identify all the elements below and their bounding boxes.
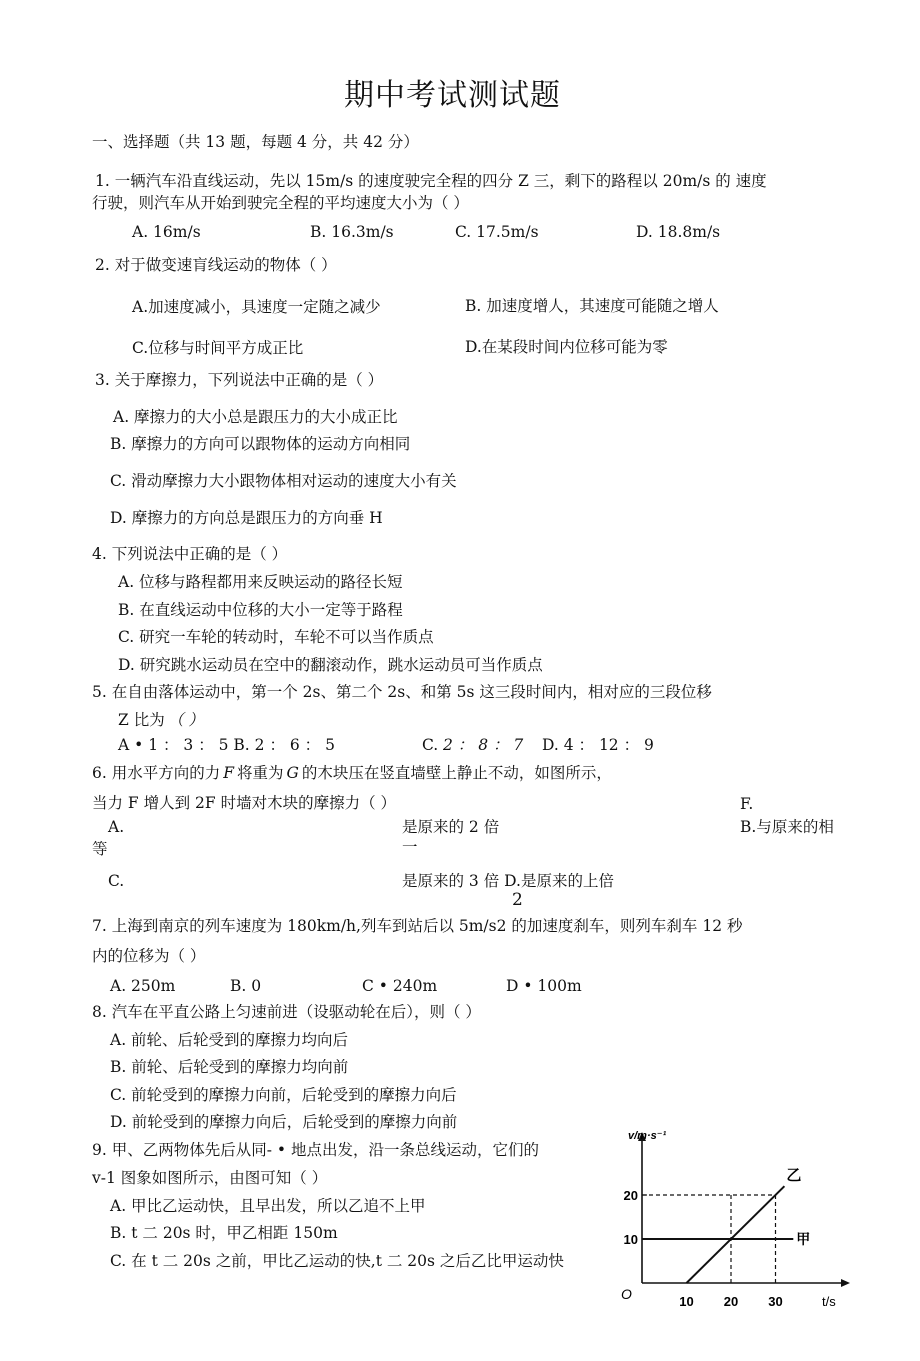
q9-stem-line1: 9. 甲、乙两物体先后从同- • 地点出发，沿一条总线运动，它们的 bbox=[92, 1141, 539, 1159]
q3-option-c: C. 滑动摩擦力大小跟物体相对运动的速度大小有关 bbox=[110, 472, 457, 490]
q3-option-b: B. 摩擦力的方向可以跟物体的运动方向相同 bbox=[110, 435, 411, 453]
q9-option-a: A. 甲比乙运动快，且早出发，所以乙追不上甲 bbox=[110, 1197, 426, 1215]
q4-option-a: A. 位移与路程都用来反映运动的路径长短 bbox=[118, 573, 403, 591]
q4-option-c: C. 研究一车轮的转动时，车轮不可以当作质点 bbox=[118, 628, 434, 646]
q6-stem-line1 bbox=[92, 763, 612, 783]
q6-fraction-denominator: 2 bbox=[512, 890, 523, 910]
q9-stem-line2: v-1 图象如图所示，由图可知（ ） bbox=[92, 1169, 328, 1187]
q7-option-a: A. 250m bbox=[110, 977, 176, 995]
q7-stem-line2: 内的位移为（ ） bbox=[92, 947, 206, 965]
q6-stem-part1: 6. 用水平方向的力 bbox=[92, 764, 221, 782]
q1-option-a: A. 16m/s bbox=[132, 223, 201, 241]
q1-option-c: C. 17.5m/s bbox=[455, 223, 539, 241]
q5-blank: （ ） bbox=[168, 711, 204, 729]
q2-option-d: D.在某段时间内位移可能为零 bbox=[465, 338, 668, 356]
x-tick-label-20: 20 bbox=[723, 1294, 739, 1309]
q8-option-d: D. 前轮受到的摩擦力向后，后轮受到的摩擦力向前 bbox=[110, 1113, 458, 1131]
x-tick-label-10: 10 bbox=[679, 1294, 694, 1309]
q5-options-ab: A • 1 ： 3 ： 5 B. 2 ： 6 ： 5 bbox=[118, 736, 335, 754]
q2-option-a: A.加速度减小，具速度一定随之减少 bbox=[132, 298, 381, 316]
y-axis-label: v/m·s⁻¹ bbox=[628, 1130, 667, 1142]
x-tick-label-30: 30 bbox=[768, 1294, 783, 1309]
q5-stem-line1: 5. 在自由落体运动中，第一个 2s、第二个 2s、和第 5s 这三段时间内，相对应的三段位移 bbox=[92, 683, 712, 701]
q8-stem: 8. 汽车在平直公路上匀速前进（设驱动轮在后），则（ ） bbox=[92, 1003, 481, 1021]
q6-fraction-bar: 一 bbox=[402, 838, 418, 856]
q1-option-d: D. 18.8m/s bbox=[636, 223, 721, 241]
q4-option-d: D. 研究跳水运动员在空中的翻滚动作，跳水运动员可当作质点 bbox=[118, 656, 543, 674]
q9-option-b: B. t 二 20s 时，甲乙相距 150m bbox=[110, 1224, 338, 1242]
q8-option-a: A. 前轮、后轮受到的摩擦力均向后 bbox=[110, 1031, 349, 1049]
q3-option-a: A. 摩擦力的大小总是跟压力的大小成正比 bbox=[113, 408, 398, 426]
series-label-yi: 乙 bbox=[786, 1167, 802, 1185]
q6-stem-part2: 将重为 bbox=[236, 764, 284, 782]
q1-option-b: B. 16.3m/s bbox=[310, 223, 394, 241]
q5-option-c-value: 2 ： 8 ： 7 bbox=[443, 736, 524, 754]
x-axis-label: t/s bbox=[822, 1294, 836, 1309]
q7-option-b: B. 0 bbox=[230, 977, 262, 995]
origin-label: O bbox=[621, 1286, 632, 1302]
q6-stem-line2: 当力 F 增人到 2F 时墙对木块的摩擦力（ ） bbox=[92, 794, 397, 812]
q8-option-c: C. 前轮受到的摩擦力向前，后轮受到的摩擦力向后 bbox=[110, 1086, 457, 1104]
q6-force-symbol: F bbox=[223, 764, 234, 782]
q6-stem-part3: 的木块压在竖直墙壁上静止不动，如图所示， bbox=[301, 764, 612, 782]
q9-option-c: C. 在 t 二 20s 之前，甲比乙运动的快,t 二 20s 之后乙比甲运动快 bbox=[110, 1252, 564, 1270]
q6-option-b-cont: 等 bbox=[92, 840, 108, 858]
series-label-jia: 甲 bbox=[796, 1231, 811, 1247]
q3-option-d: D. 摩擦力的方向总是跟压力的方向垂 H bbox=[110, 509, 383, 527]
q5-option-c-label: C. bbox=[422, 736, 439, 754]
velocity-time-graph bbox=[618, 1122, 858, 1322]
y-tick-label-20: 20 bbox=[623, 1188, 638, 1203]
q6-option-c-label: C. bbox=[108, 872, 125, 890]
q1-stem-line2: 行驶，则汽车从开始到驶完全程的平均速度大小为（ ） bbox=[92, 194, 469, 212]
q6-option-c-text: 是原来的 3 倍 D.是原来的上倍 bbox=[402, 872, 614, 890]
q4-stem: 4. 下列说法中正确的是（ ） bbox=[92, 545, 288, 563]
series-line-2 bbox=[687, 1186, 785, 1283]
q5-option-d: D. 4 ： 12 ： 9 bbox=[542, 736, 654, 754]
q6-option-b: B.与原来的相 bbox=[740, 818, 834, 836]
q7-option-d: D • 100m bbox=[506, 977, 582, 995]
q2-option-b: B. 加速度增人，其速度可能随之增人 bbox=[465, 297, 719, 315]
q8-option-b: B. 前轮、后轮受到的摩擦力均向前 bbox=[110, 1058, 349, 1076]
q2-option-c: C.位移与时间平方成正比 bbox=[132, 339, 304, 357]
q4-option-b: B. 在直线运动中位移的大小一定等于路程 bbox=[118, 601, 403, 619]
y-tick-label-10: 10 bbox=[623, 1232, 638, 1247]
q6-weight-symbol: G bbox=[286, 764, 299, 782]
q6-option-a-text: 是原来的 2 倍 bbox=[402, 818, 500, 836]
page-title: 期中考试测试题 bbox=[344, 78, 561, 113]
q3-stem: 3. 关于摩擦力，下列说法中正确的是（ ） bbox=[95, 371, 384, 389]
section-heading: 一、选择题（共 13 题，每题 4 分，共 42 分） bbox=[92, 133, 419, 151]
q6-option-a-label: A. bbox=[108, 818, 125, 836]
q2-stem: 2. 对于做变速肓线运动的物体（ ） bbox=[95, 256, 337, 274]
q5-stem-line2: Z 比为 bbox=[118, 711, 165, 729]
q6-option-f: F. bbox=[740, 795, 754, 813]
q7-stem-line1: 7. 上海到南京的列车速度为 180km/h,列车到站后以 5m/s2 的加速度刹车，则列车刹车 12 秒 bbox=[92, 917, 743, 935]
q1-stem-line1: 1. 一辆汽车沿直线运动，先以 15m/s 的速度驶完全程的四分 Z 三，剩下的路程以 20m/s 的 速度 bbox=[95, 172, 767, 190]
x-axis-arrow bbox=[841, 1279, 850, 1287]
q7-option-c: C • 240m bbox=[362, 977, 438, 995]
